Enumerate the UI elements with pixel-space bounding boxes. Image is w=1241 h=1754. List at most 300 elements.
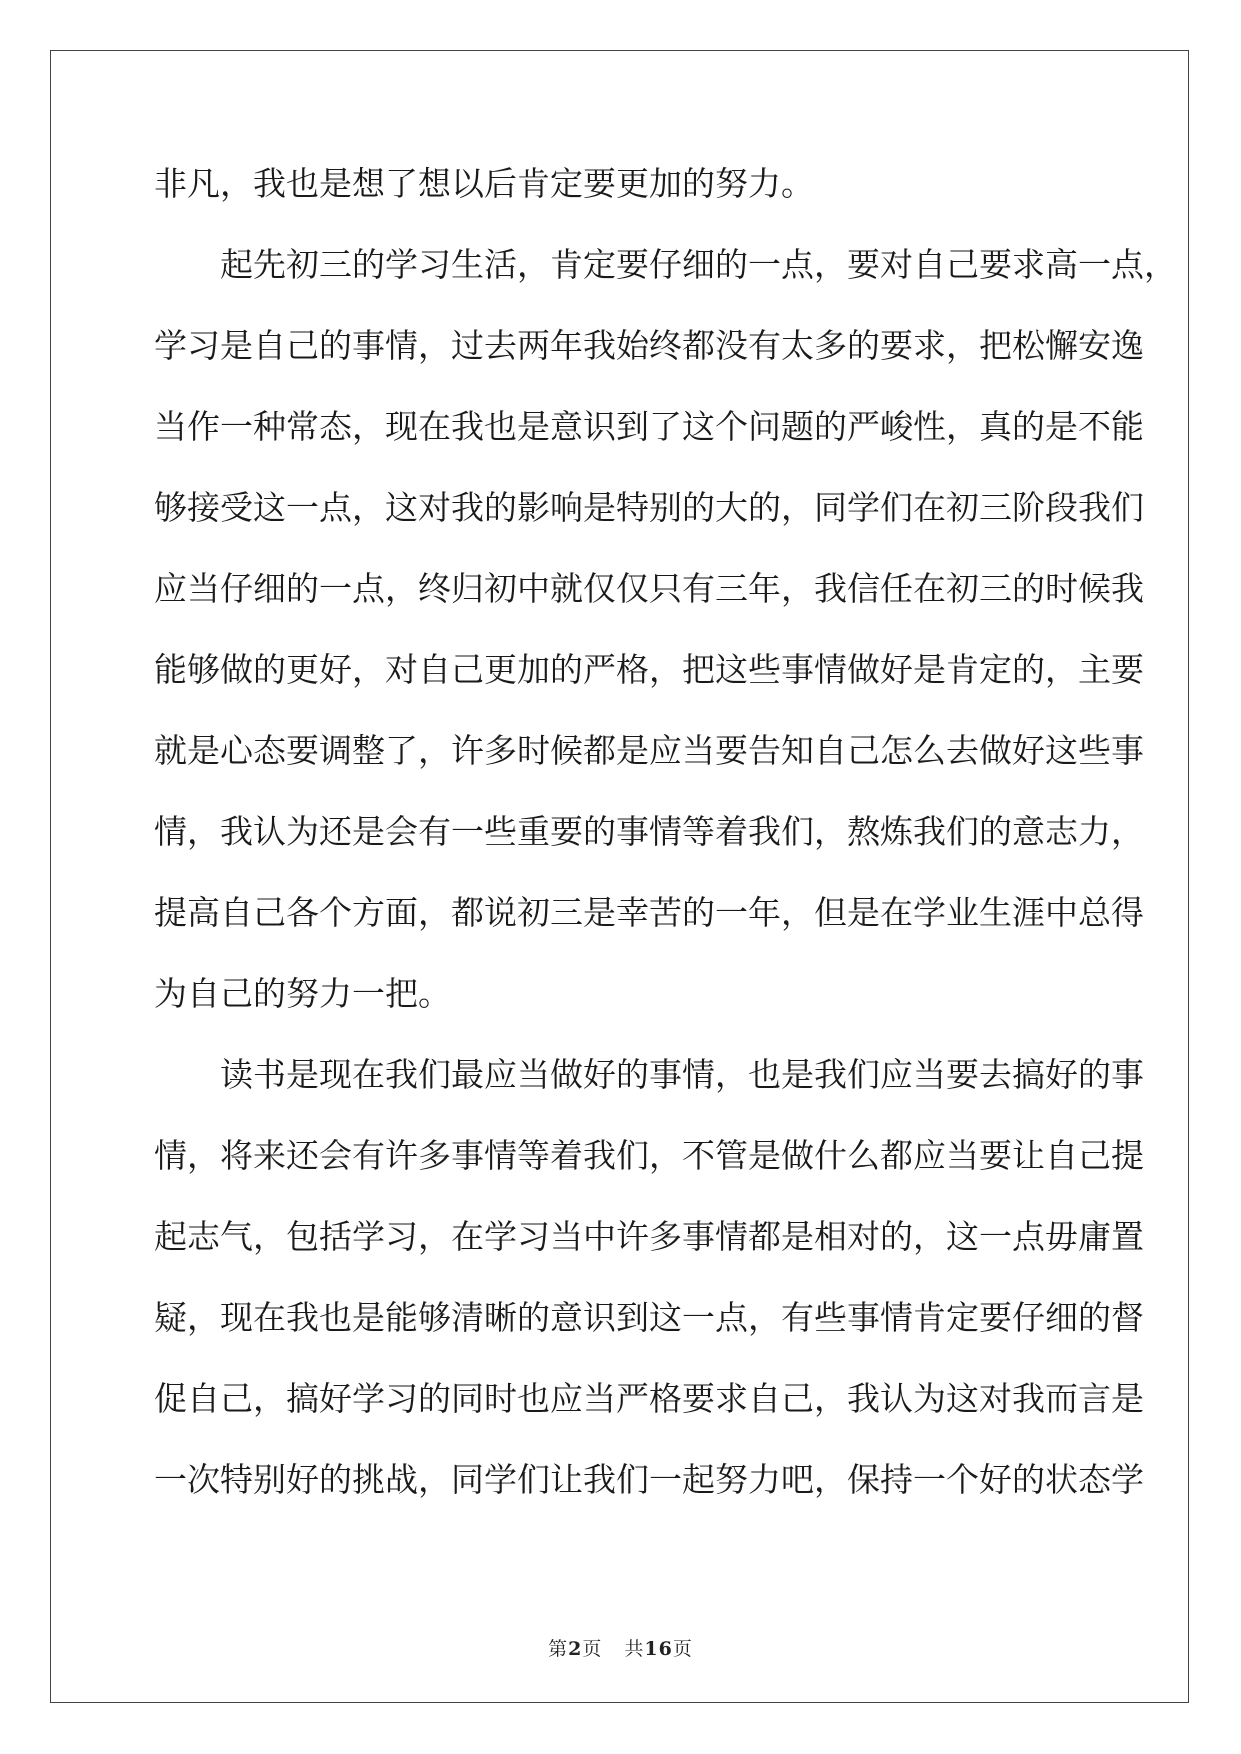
text-char: 更 [484, 650, 517, 689]
text-char: 自 [1045, 1136, 1078, 1175]
text-char: 过 [451, 326, 484, 365]
text-char: 好 [286, 1460, 319, 1499]
text-char: 这 [1045, 731, 1078, 770]
text-char: 涯 [1012, 893, 1045, 932]
text-char: 初 [286, 245, 319, 284]
text-char: 起 [220, 245, 253, 284]
text-char: 时 [517, 731, 550, 770]
text-char: 也 [319, 1298, 352, 1337]
text-char: 都 [748, 1217, 781, 1256]
text-char: 认 [253, 812, 286, 851]
text-char: 先 [253, 245, 286, 284]
text-char: 要 [979, 1298, 1012, 1337]
text-char: 归 [451, 569, 484, 608]
text-char: 读 [220, 1055, 253, 1094]
text-char: 疑 [154, 1298, 187, 1337]
text-char: 的 [748, 488, 781, 527]
text-char: 们 [781, 812, 814, 851]
text-char: 肯 [550, 245, 583, 284]
text-char: 严 [847, 407, 880, 446]
text-char: 的 [1012, 407, 1045, 446]
text-char: 己 [781, 1379, 814, 1418]
text-line [154, 808, 1144, 889]
text-char: 了 [649, 407, 682, 446]
text-char: 们 [616, 1136, 649, 1175]
text-char: 的 [583, 812, 616, 851]
text-char: 三 [979, 488, 1012, 527]
text-char: 面 [385, 893, 418, 932]
text-char: 种 [253, 407, 286, 446]
text-char: 峻 [880, 407, 913, 446]
text-char: 吧 [781, 1460, 814, 1499]
text-char: 都 [451, 893, 484, 932]
text-char: 别 [253, 1460, 286, 1499]
text-char: 一 [319, 569, 352, 608]
text-line [154, 646, 1144, 727]
text-char: 事 [649, 1055, 682, 1094]
text-char: ， [946, 326, 979, 365]
text-char: ， [748, 1298, 781, 1337]
page-footer [0, 1634, 1241, 1661]
text-char: 志 [1045, 812, 1078, 851]
text-char: 特 [616, 488, 649, 527]
text-char: 肯 [913, 1298, 946, 1337]
text-char: 受 [220, 488, 253, 527]
text-char: 一 [649, 1460, 682, 1499]
text-char: 许 [616, 1217, 649, 1256]
text-char: 提 [1111, 1136, 1144, 1175]
text-line [154, 889, 1144, 970]
text-char: 就 [550, 569, 583, 608]
text-char: 现 [319, 1055, 352, 1094]
text-char: 保 [847, 1460, 880, 1499]
text-char: 好 [880, 650, 913, 689]
text-char: 能 [154, 650, 187, 689]
text-char: 是 [583, 893, 616, 932]
text-char: 志 [187, 1217, 220, 1256]
text-char: 的 [352, 245, 385, 284]
text-char: 我 [583, 1136, 616, 1175]
text-char: 己 [847, 731, 880, 770]
text-char: 心 [220, 731, 253, 770]
text-char: 情 [154, 812, 187, 851]
text-char: 有 [418, 812, 451, 851]
document-body [154, 160, 1177, 1537]
text-char: 让 [1012, 1136, 1045, 1175]
text-char: 做 [847, 650, 880, 689]
text-char: 细 [253, 569, 286, 608]
text-char: 己 [946, 245, 979, 284]
text-char: 庸 [1078, 1217, 1111, 1256]
text-char: 能 [1111, 407, 1144, 446]
text-char: ， [1111, 812, 1144, 851]
text-char: 晰 [484, 1298, 517, 1337]
text-char: 当 [913, 1055, 946, 1094]
text-char: 细 [1045, 1298, 1078, 1337]
text-char: 提 [154, 893, 187, 932]
text-char: 事 [352, 326, 385, 365]
text-char: 会 [319, 1136, 352, 1175]
text-char: 在 [253, 1298, 286, 1337]
text-char: 当 [187, 569, 220, 608]
text-char: 我 [913, 812, 946, 851]
text-char: 在 [913, 488, 946, 527]
text-char: 自 [748, 1379, 781, 1418]
text-char: 同 [451, 1460, 484, 1499]
text-char: 是 [286, 1055, 319, 1094]
text-char: 会 [385, 812, 418, 851]
text-char: 时 [1045, 569, 1078, 608]
text-char: 够 [418, 1298, 451, 1337]
text-char: 只 [649, 569, 682, 608]
text-char: 的 [1012, 569, 1045, 608]
text-char: 终 [649, 326, 682, 365]
text-line [154, 565, 1144, 646]
text-char: 就 [154, 731, 187, 770]
text-char: 好 [979, 1460, 1012, 1499]
text-char: 要 [1111, 650, 1144, 689]
text-char: 督 [1111, 1298, 1144, 1337]
text-char: 起 [154, 1217, 187, 1256]
footer-prefix: 第 [548, 1638, 569, 1660]
text-char: 这 [682, 407, 715, 446]
text-char: 一 [220, 407, 253, 446]
text-char: 年 [748, 893, 781, 932]
text-char: 不 [1078, 407, 1111, 446]
text-char: 业 [946, 893, 979, 932]
text-char: 是 [781, 1055, 814, 1094]
text-char: 要 [979, 245, 1012, 284]
text-char: 好 [1045, 1055, 1078, 1094]
text-char: 特 [220, 1460, 253, 1499]
text-char: ， [1045, 650, 1078, 689]
text-char: 学 [385, 245, 418, 284]
text-char: 更 [286, 650, 319, 689]
text-char: 等 [517, 1136, 550, 1175]
text-char: 的 [682, 488, 715, 527]
text-char: 性 [913, 407, 946, 446]
text-char: 信 [847, 569, 880, 608]
text-char: 学 [352, 1217, 385, 1256]
text-char: 管 [715, 1136, 748, 1175]
text-char: 都 [880, 1136, 913, 1175]
text-char: 这 [715, 650, 748, 689]
text-char: 中 [1045, 893, 1078, 932]
text-char: 置 [1111, 1217, 1144, 1256]
text-char: ， [781, 569, 814, 608]
text-char: 们 [616, 1460, 649, 1499]
text-char: 清 [451, 1298, 484, 1337]
text-char: ， [814, 812, 847, 851]
text-char: 做 [781, 1136, 814, 1175]
text-char: 太 [781, 326, 814, 365]
text-char: 的 [814, 407, 847, 446]
text-char: 我 [451, 488, 484, 527]
text-char: 段 [1045, 488, 1078, 527]
text-char: 搞 [1012, 1055, 1045, 1094]
text-char: 初 [946, 569, 979, 608]
text-char: 一 [286, 488, 319, 527]
text-char: 事 [1111, 731, 1144, 770]
text-char: 一 [1078, 245, 1111, 284]
text-char: 当 [946, 1136, 979, 1175]
text-char: 做 [979, 731, 1012, 770]
footer-total-prefix: 共 [624, 1638, 645, 1660]
text-char: 点 [715, 1298, 748, 1337]
text-char: ， [418, 1460, 451, 1499]
text-char: 情 [814, 650, 847, 689]
text-char: 着 [715, 812, 748, 851]
text-line [154, 1294, 1144, 1375]
text-char: 有 [781, 1298, 814, 1337]
text-char: 严 [583, 650, 616, 689]
text-line [154, 1213, 1144, 1294]
text-char: 够 [154, 488, 187, 527]
text-char: 好 [1012, 731, 1045, 770]
text-char: 做 [220, 650, 253, 689]
text-char: 也 [748, 1055, 781, 1094]
text-char: 情 [154, 1136, 187, 1175]
text-char: 我 [814, 1055, 847, 1094]
text-char: ， [814, 245, 847, 284]
text-char: 是 [1111, 1379, 1144, 1418]
text-char: 知 [781, 731, 814, 770]
text-char: ， [418, 731, 451, 770]
text-char: 是 [781, 1217, 814, 1256]
text-char: ， [187, 1298, 220, 1337]
text-char: 的 [1078, 1298, 1111, 1337]
text-char: 己 [286, 326, 319, 365]
text-char: 我 [1111, 569, 1144, 608]
text-char: 事 [682, 1217, 715, 1256]
text-char: 识 [583, 407, 616, 446]
text-char: 相 [814, 1217, 847, 1256]
text-char: 己 [220, 1379, 253, 1418]
text-char: 要 [286, 731, 319, 770]
text-char: 许 [451, 731, 484, 770]
text-line [154, 1456, 1144, 1537]
text-char: 事 [781, 650, 814, 689]
text-char: 阶 [1012, 488, 1045, 527]
text-char: 这 [946, 1217, 979, 1256]
text-char: ， [649, 650, 682, 689]
text-char: 学 [352, 1379, 385, 1418]
text-char: ， [418, 326, 451, 365]
text-char: 得 [1111, 893, 1144, 932]
text-char: 着 [550, 1136, 583, 1175]
text-char: 一 [154, 1460, 187, 1499]
text-char: 年 [748, 569, 781, 608]
text-char: 搞 [286, 1379, 319, 1418]
text-char: 定 [583, 245, 616, 284]
text-char: 对 [385, 650, 418, 689]
text-char: 态 [1078, 1460, 1111, 1499]
text-char: 是 [616, 731, 649, 770]
text-char: 的 [1078, 1055, 1111, 1094]
text-char: 要 [880, 326, 913, 365]
text-char: 些 [748, 650, 781, 689]
text-char: ， [352, 650, 385, 689]
text-char: 炼 [880, 812, 913, 851]
text-char: 初 [484, 569, 517, 608]
text-char: 识 [583, 1298, 616, 1337]
text-char: ， [352, 407, 385, 446]
text-char: 我 [451, 407, 484, 446]
text-char: 状 [1045, 1460, 1078, 1499]
text-char: 作 [187, 407, 220, 446]
text-char: 应 [649, 731, 682, 770]
text-char: 三 [979, 569, 1012, 608]
text-char: 么 [913, 731, 946, 770]
text-char: 活 [484, 245, 517, 284]
footer-total-suffix: 页 [672, 1638, 693, 1660]
text-char: 己 [451, 650, 484, 689]
text-char: ， [781, 488, 814, 527]
text-char: 为 [913, 1379, 946, 1418]
text-char: 细 [682, 245, 715, 284]
text-char: 学 [484, 1460, 517, 1499]
text-line [154, 727, 1144, 808]
text-char: 是 [847, 893, 880, 932]
text-char: 的 [484, 488, 517, 527]
text-char: ， [781, 893, 814, 932]
text-char: 情 [484, 1136, 517, 1175]
text-char: 们 [847, 1055, 880, 1094]
text-char: ， [253, 1217, 286, 1256]
text-char: 的 [847, 326, 880, 365]
text-char: ， [814, 1460, 847, 1499]
text-char: 主 [1078, 650, 1111, 689]
text-char: 学 [484, 1217, 517, 1256]
text-char: 始 [616, 326, 649, 365]
text-char: 努 [715, 1460, 748, 1499]
text-char: 意 [1012, 812, 1045, 851]
text-char: 也 [484, 407, 517, 446]
text-char: 要 [979, 1136, 1012, 1175]
text-char: 要 [946, 1055, 979, 1094]
text-char: 力 [748, 1460, 781, 1499]
text-char: 一 [451, 812, 484, 851]
text-char: 一 [682, 1298, 715, 1337]
text-char: 点 [1111, 245, 1144, 284]
text-char: 的 [616, 1055, 649, 1094]
text-char: 各 [286, 893, 319, 932]
text-char: 们 [517, 1460, 550, 1499]
text-char: 的 [517, 1298, 550, 1337]
text-char: 是 [220, 326, 253, 365]
text-char: 的 [418, 1379, 451, 1418]
text-char: 在 [418, 407, 451, 446]
text-char: 来 [253, 1136, 286, 1175]
text-char: 持 [880, 1460, 913, 1499]
text-char: 是 [913, 650, 946, 689]
text-char: ， [418, 893, 451, 932]
text-char: 情 [682, 1055, 715, 1094]
text-char: 对 [979, 1379, 1012, 1418]
text-char: 应 [880, 1055, 913, 1094]
text-char: 在 [451, 1217, 484, 1256]
text-char: 态 [319, 407, 352, 446]
text-char: 的 [319, 1460, 352, 1499]
text-char: 意 [550, 407, 583, 446]
text-char: 这 [946, 1379, 979, 1418]
text-char: 求 [715, 1379, 748, 1418]
text-char: 中 [583, 1217, 616, 1256]
text-char: 应 [913, 1136, 946, 1175]
text-char: 也 [517, 1379, 550, 1418]
text-char: 让 [550, 1460, 583, 1499]
text-char: 告 [748, 731, 781, 770]
text-line [154, 1375, 1144, 1456]
text-char: 中 [517, 569, 550, 608]
text-char: 同 [814, 488, 847, 527]
text-char: 些 [1078, 731, 1111, 770]
text-char: 在 [352, 1055, 385, 1094]
text-char: 的 [979, 812, 1012, 851]
text-char: ， [385, 569, 418, 608]
footer-page-suffix: 页 [582, 1638, 603, 1660]
text-line [154, 322, 1144, 403]
text-char: 促 [154, 1379, 187, 1418]
text-char: 多 [484, 731, 517, 770]
text-char: 自 [220, 893, 253, 932]
text-char: ， [946, 407, 979, 446]
text-char: ， [418, 1217, 451, 1256]
text-char: 问 [748, 407, 781, 446]
text-char: 情 [880, 1298, 913, 1337]
text-char: 许 [385, 1136, 418, 1175]
text-char: 们 [880, 488, 913, 527]
text-char: 了 [385, 731, 418, 770]
text-char: 我 [286, 1298, 319, 1337]
text-char: 言 [1078, 1379, 1111, 1418]
text-char: 我 [583, 1460, 616, 1499]
text-char: 加 [517, 650, 550, 689]
text-char: 而 [1045, 1379, 1078, 1418]
text-char: 是 [583, 488, 616, 527]
text-char: 常 [286, 407, 319, 446]
text-char: 的 [1012, 1460, 1045, 1499]
text-char: ， [517, 245, 550, 284]
text-char: 还 [286, 1136, 319, 1175]
text-char: 个 [946, 1460, 979, 1499]
text-char: 己 [1078, 1136, 1111, 1175]
text-char: 是 [1045, 407, 1078, 446]
text-line [154, 1051, 1144, 1132]
text-char: 些 [484, 812, 517, 851]
text-char: 书 [253, 1055, 286, 1094]
text-line [154, 1132, 1144, 1213]
text-char: 的 [682, 893, 715, 932]
text-char: 情 [385, 326, 418, 365]
text-char: 高 [187, 893, 220, 932]
text-char: 在 [880, 893, 913, 932]
text-char: 这 [253, 488, 286, 527]
text-char: 时 [484, 1379, 517, 1418]
text-char: 自 [814, 731, 847, 770]
text-char: 年 [550, 326, 583, 365]
text-char: 能 [385, 1298, 418, 1337]
text-char: 是 [352, 1298, 385, 1337]
text-char: 求 [913, 326, 946, 365]
text-char: 事 [451, 1136, 484, 1175]
text-char: 自 [253, 326, 286, 365]
text-char: 候 [1078, 569, 1111, 608]
text-char: 仔 [649, 245, 682, 284]
text-char: 去 [484, 326, 517, 365]
text-char: 的 [253, 650, 286, 689]
text-char: 要 [682, 1379, 715, 1418]
